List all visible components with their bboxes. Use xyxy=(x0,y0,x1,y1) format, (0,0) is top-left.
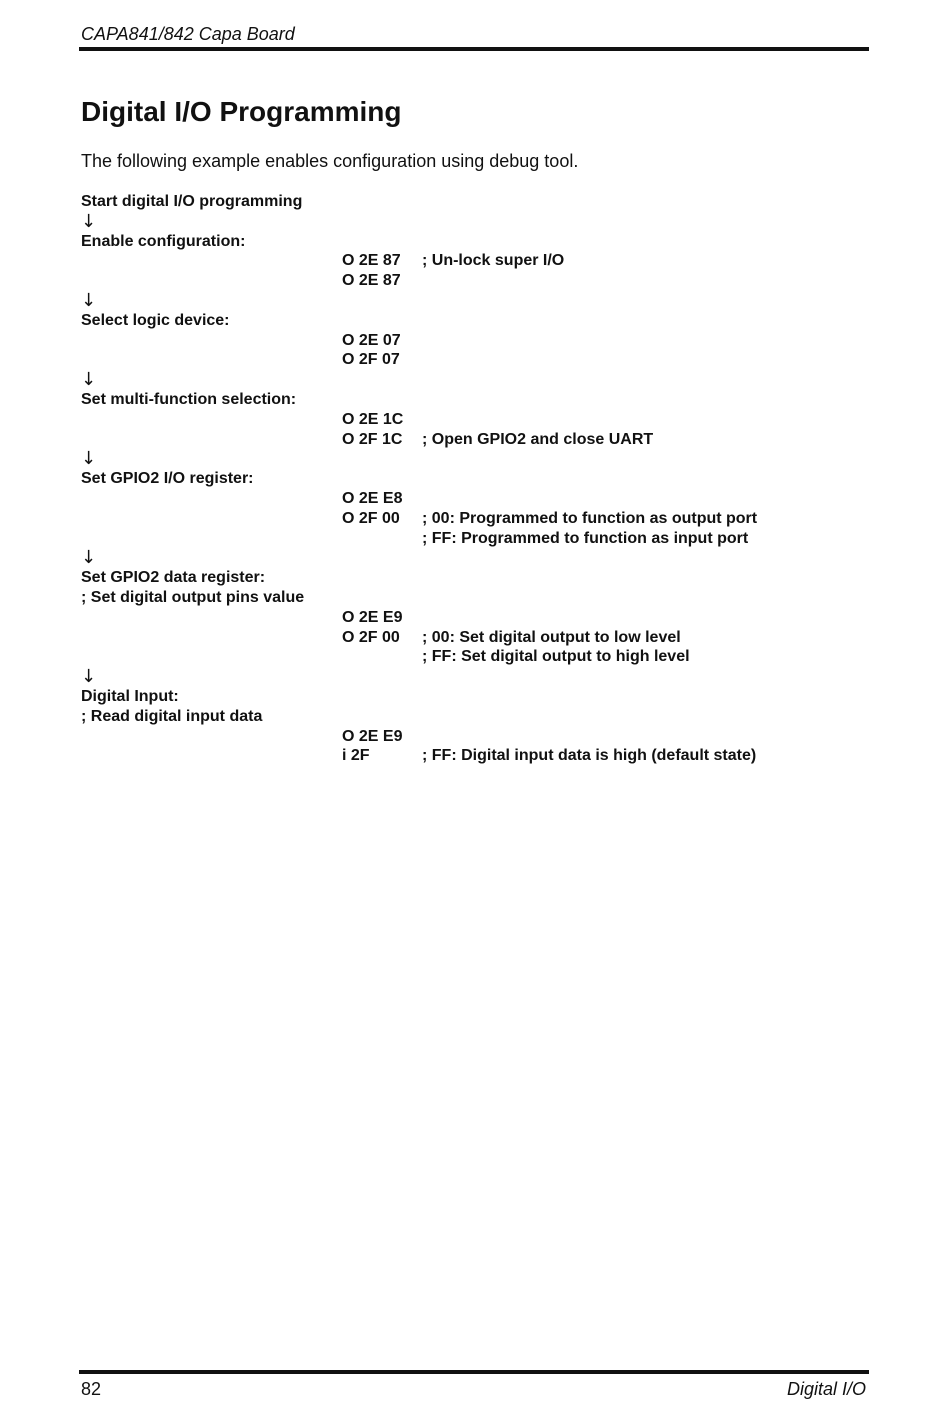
header-divider xyxy=(79,47,869,51)
step-enable-label: Enable configuration: xyxy=(81,232,246,250)
command-row xyxy=(81,628,881,648)
command-comment: ; FF: Programmed to function as input port xyxy=(422,529,749,547)
page-title: Digital I/O Programming xyxy=(81,96,402,127)
command: O 2E 87 xyxy=(342,252,401,270)
footer-divider xyxy=(79,1370,869,1374)
page-number: 82 xyxy=(81,1379,102,1399)
intro-paragraph: The following example enables configuration using debug tool. xyxy=(81,151,579,171)
command: O 2F 07 xyxy=(342,351,400,369)
command-row xyxy=(81,331,881,351)
step-input-label: Digital Input: xyxy=(81,687,179,705)
step-start-label: Start digital I/O programming xyxy=(81,193,303,210)
command-row xyxy=(81,529,881,549)
command: O 2E E9 xyxy=(342,608,403,626)
command-comment: ; Open GPIO2 and close UART xyxy=(422,430,654,448)
command-row xyxy=(81,727,881,747)
command: O 2F 00 xyxy=(342,509,400,527)
command: O 2E 1C xyxy=(342,410,404,428)
command-row xyxy=(81,509,881,529)
step-datareg-label: Set GPIO2 data register: xyxy=(81,569,266,587)
command-row xyxy=(81,271,881,291)
running-header: CAPA841/842 Capa Board xyxy=(81,24,295,44)
command: i 2F xyxy=(342,747,370,765)
command: O 2F 1C xyxy=(342,430,403,448)
flow-arrow-icon: ↓ xyxy=(81,448,97,470)
command-row xyxy=(81,430,881,450)
command-comment: ; FF: Set digital output to high level xyxy=(422,648,690,666)
step-logic-label: Select logic device: xyxy=(81,311,230,329)
flow-arrow-icon: ↓ xyxy=(81,210,97,232)
step-datareg-sublabel: ; Set digital output pins value xyxy=(81,588,305,606)
command-row xyxy=(81,647,881,667)
command: O 2E E8 xyxy=(342,489,403,507)
command-row xyxy=(81,489,881,509)
command-comment: ; FF: Digital input data is high (default state) xyxy=(422,747,757,765)
step-multi-label: Set multi-function selection: xyxy=(81,390,297,408)
programming-steps xyxy=(81,192,881,766)
command-comment: ; 00: Programmed to function as output port xyxy=(422,509,758,527)
flow-arrow-icon: ↓ xyxy=(81,289,97,311)
command-comment: ; 00: Set digital output to low level xyxy=(422,628,681,646)
flow-arrow-icon: ↓ xyxy=(81,547,97,569)
step-ioreg-label: Set GPIO2 I/O register: xyxy=(81,470,254,488)
command-row xyxy=(81,410,881,430)
command: O 2F 00 xyxy=(342,628,400,646)
command-row xyxy=(81,350,881,370)
command-comment: ; Un-lock super I/O xyxy=(422,252,565,270)
command-row xyxy=(81,251,881,271)
command: O 2E 87 xyxy=(342,272,401,290)
command-row xyxy=(81,608,881,628)
command: O 2E E9 xyxy=(342,727,403,745)
command-row xyxy=(81,746,881,766)
footer-section-title: Digital I/O xyxy=(786,1379,866,1399)
flow-arrow-icon: ↓ xyxy=(81,666,97,688)
step-input-sublabel: ; Read digital input data xyxy=(81,707,263,725)
command: O 2E 07 xyxy=(342,331,401,349)
flow-arrow-icon: ↓ xyxy=(81,369,97,391)
